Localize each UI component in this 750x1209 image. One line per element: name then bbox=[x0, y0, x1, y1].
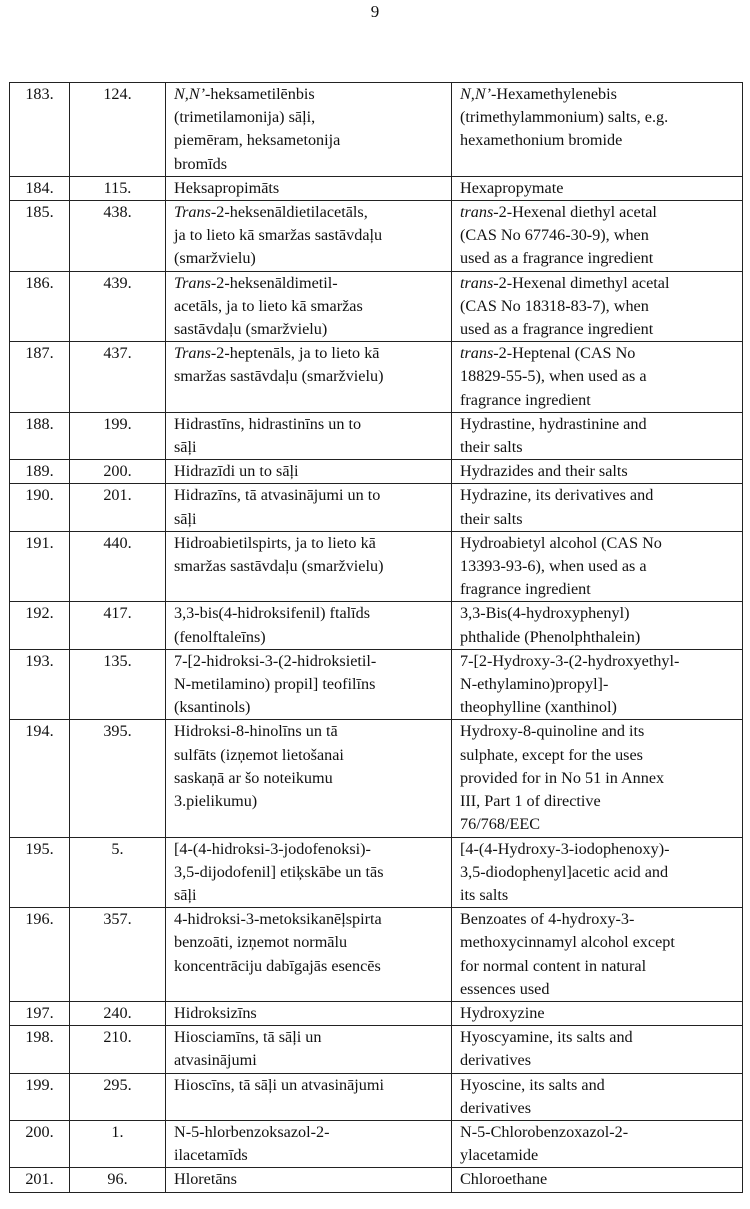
reference-number-cell bbox=[70, 1001, 166, 1025]
row-number-cell bbox=[10, 531, 70, 602]
latvian-text-cell bbox=[166, 1168, 452, 1192]
latvian-text-italic-prefix: Trans bbox=[174, 273, 211, 292]
english-text-cell bbox=[452, 412, 743, 459]
reference-number: 395. bbox=[103, 722, 132, 741]
reference-number-cell bbox=[70, 649, 166, 720]
table-row bbox=[10, 649, 743, 720]
latvian-text-cell bbox=[166, 649, 452, 720]
table-row bbox=[10, 83, 743, 177]
latvian-text-cell bbox=[166, 1120, 452, 1167]
reference-number-cell bbox=[70, 201, 166, 272]
english-text-cell bbox=[452, 1168, 743, 1192]
row-number-cell bbox=[10, 83, 70, 177]
english-text: -Hexamethylenebis (trimethylammonium) salts, e.g. hexamethonium bromide bbox=[460, 85, 669, 150]
reference-number: 124. bbox=[103, 85, 132, 103]
page-number: 9 bbox=[370, 2, 380, 21]
table-row bbox=[10, 837, 743, 908]
english-text-italic-prefix: trans bbox=[460, 203, 494, 222]
reference-number: 96. bbox=[107, 1170, 128, 1189]
row-number: 183. bbox=[25, 85, 54, 103]
latvian-text-italic-prefix: Trans bbox=[174, 344, 211, 363]
table-row bbox=[10, 1026, 743, 1073]
english-text-cell bbox=[452, 460, 743, 484]
row-number: 188. bbox=[25, 414, 54, 433]
reference-number: 439. bbox=[103, 273, 132, 292]
latvian-text-cell bbox=[166, 1026, 452, 1073]
english-text: Hyoscine, its salts and derivatives bbox=[460, 1075, 605, 1117]
table-row bbox=[10, 201, 743, 272]
row-number: 197. bbox=[25, 1003, 54, 1022]
row-number-cell bbox=[10, 1168, 70, 1192]
reference-number: 199. bbox=[103, 414, 132, 433]
english-text: N-5-Chlorobenzoxazol-2- ylacetamide bbox=[460, 1122, 629, 1165]
reference-number-cell bbox=[70, 720, 166, 837]
latvian-text: Hiosciamīns, tā sāļi un atvasinājumi bbox=[174, 1028, 322, 1070]
latvian-text-cell bbox=[166, 720, 452, 837]
english-text-cell bbox=[452, 908, 743, 1002]
reference-number: 417. bbox=[103, 604, 132, 623]
english-text-cell bbox=[452, 1001, 743, 1025]
latvian-text-cell bbox=[166, 908, 452, 1002]
english-text-cell bbox=[452, 83, 743, 177]
english-text: 3,3-Bis(4-hydroxyphenyl) phthalide (Phenolphthalein) bbox=[460, 604, 641, 646]
reference-number-cell bbox=[70, 484, 166, 531]
latvian-text-cell bbox=[166, 1001, 452, 1025]
row-number-cell bbox=[10, 176, 70, 200]
english-text-cell bbox=[452, 201, 743, 272]
latvian-text: Heksapropimāts bbox=[174, 178, 280, 197]
reference-number: 440. bbox=[103, 533, 132, 552]
english-text: Hydrazides and their salts bbox=[460, 462, 628, 481]
row-number-cell bbox=[10, 412, 70, 459]
table-row bbox=[10, 1073, 743, 1120]
latvian-text-cell bbox=[166, 460, 452, 484]
reference-number: 437. bbox=[103, 344, 132, 363]
english-text-cell bbox=[452, 602, 743, 649]
latvian-text: -2-heksenāldietilacetāls, ja to lieto kā smaržas sastāvdaļu (smaržvielu) bbox=[174, 203, 383, 268]
table-row bbox=[10, 342, 743, 413]
row-number-cell bbox=[10, 1001, 70, 1025]
row-number: 190. bbox=[25, 486, 54, 505]
latvian-text-cell bbox=[166, 412, 452, 459]
reference-number: 357. bbox=[103, 910, 132, 929]
latvian-text-cell bbox=[166, 484, 452, 531]
latvian-text: Hidroabietilspirts, ja to lieto kā smaržas sastāvdaļu (smaržvielu) bbox=[174, 533, 384, 576]
row-number-cell bbox=[10, 1073, 70, 1120]
reference-number: 200. bbox=[103, 462, 132, 481]
reference-number-cell bbox=[70, 83, 166, 177]
english-text-italic-prefix: trans bbox=[460, 344, 494, 363]
latvian-text-cell bbox=[166, 342, 452, 413]
latvian-text: 3,3-bis(4-hidroksifenil) ftalīds (fenolftaleīns) bbox=[174, 604, 371, 646]
table-row bbox=[10, 271, 743, 342]
row-number-cell bbox=[10, 1120, 70, 1167]
latvian-text: [4-(4-hidroksi-3-jodofenoksi)- 3,5-dijodofenil] etiķskābe un tās sāļi bbox=[174, 839, 384, 904]
row-number-cell bbox=[10, 720, 70, 837]
latvian-text: 4-hidroksi-3-metoksikanēļspirta benzoāti, izņemot normālu koncentrāciju dabīgajās esencēs bbox=[174, 910, 382, 975]
reference-number: 5. bbox=[111, 839, 124, 858]
reference-number-cell bbox=[70, 412, 166, 459]
row-number: 200. bbox=[25, 1122, 54, 1141]
row-number: 186. bbox=[25, 273, 54, 292]
english-text: Hydroxy-8-quinoline and its sulphate, except for the uses provided for in No 51 in Annex III, Part 1 of directive 76/768/EEC bbox=[460, 722, 665, 834]
row-number-cell bbox=[10, 602, 70, 649]
english-text-cell bbox=[452, 531, 743, 602]
row-number-cell bbox=[10, 460, 70, 484]
latvian-text: Hidrazīns, tā atvasinājumi un to sāļi bbox=[174, 486, 381, 528]
row-number: 193. bbox=[25, 651, 54, 670]
table-row bbox=[10, 720, 743, 837]
table-row bbox=[10, 908, 743, 1002]
substance-table bbox=[9, 82, 743, 1193]
reference-number-cell bbox=[70, 460, 166, 484]
row-number: 199. bbox=[25, 1075, 54, 1094]
english-text-cell bbox=[452, 720, 743, 837]
table-row bbox=[10, 1001, 743, 1025]
row-number: 195. bbox=[25, 839, 54, 858]
table-row bbox=[10, 602, 743, 649]
english-text: Hexapropymate bbox=[460, 178, 564, 197]
english-text: [4-(4-Hydroxy-3-iodophenoxy)- 3,5-diodophenyl]acetic acid and its salts bbox=[460, 839, 670, 904]
row-number-cell bbox=[10, 201, 70, 272]
row-number-cell bbox=[10, 837, 70, 908]
english-text: Hydroxyzine bbox=[460, 1003, 545, 1022]
row-number: 194. bbox=[25, 722, 54, 741]
english-text: 7-[2-Hydroxy-3-(2-hydroxyethyl- N-ethylamino)propyl]- theophylline (xanthinol) bbox=[460, 651, 680, 717]
english-text-cell bbox=[452, 837, 743, 908]
english-text-cell bbox=[452, 1026, 743, 1073]
latvian-text-cell bbox=[166, 83, 452, 177]
reference-number-cell bbox=[70, 176, 166, 200]
english-text: Benzoates of 4-hydroxy-3- methoxycinnamyl alcohol except for normal content in natural essences used bbox=[460, 910, 675, 998]
row-number-cell bbox=[10, 908, 70, 1002]
reference-number-cell bbox=[70, 1120, 166, 1167]
reference-number-cell bbox=[70, 531, 166, 602]
row-number: 201. bbox=[25, 1170, 54, 1189]
table-row bbox=[10, 484, 743, 531]
latvian-text-cell bbox=[166, 201, 452, 272]
latvian-text: Hidrazīdi un to sāļi bbox=[174, 462, 299, 481]
row-number: 185. bbox=[25, 203, 54, 222]
table-row bbox=[10, 531, 743, 602]
table-body bbox=[10, 83, 743, 1193]
table-row bbox=[10, 1168, 743, 1192]
latvian-text-cell bbox=[166, 837, 452, 908]
reference-number: 438. bbox=[103, 203, 132, 222]
latvian-text-cell bbox=[166, 602, 452, 649]
english-text-cell bbox=[452, 176, 743, 200]
reference-number-cell bbox=[70, 602, 166, 649]
english-text: Hydroabietyl alcohol (CAS No 13393-93-6), when used as a fragrance ingredient bbox=[460, 533, 662, 599]
row-number: 184. bbox=[25, 178, 54, 197]
latvian-text-italic-prefix: N,N’ bbox=[174, 85, 206, 103]
reference-number-cell bbox=[70, 908, 166, 1002]
latvian-text: Hioscīns, tā sāļi un atvasinājumi bbox=[174, 1075, 384, 1094]
english-text-italic-prefix: N,N’ bbox=[460, 85, 492, 103]
table-row bbox=[10, 176, 743, 200]
latvian-text: N-5-hlorbenzoksazol-2- ilacetamīds bbox=[174, 1122, 330, 1165]
english-text: -2-Hexenal diethyl acetal (CAS No 67746-30-9), when used as a fragrance ingredient bbox=[460, 203, 657, 268]
english-text: -2-Hexenal dimethyl acetal (CAS No 18318-83-7), when used as a fragrance ingredient bbox=[460, 273, 670, 339]
row-number-cell bbox=[10, 1026, 70, 1073]
english-text-cell bbox=[452, 1073, 743, 1120]
english-text: Hydrazine, its derivatives and their salts bbox=[460, 486, 654, 528]
row-number-cell bbox=[10, 342, 70, 413]
reference-number: 201. bbox=[103, 486, 132, 505]
row-number: 192. bbox=[25, 604, 54, 623]
english-text-cell bbox=[452, 1120, 743, 1167]
reference-number-cell bbox=[70, 1168, 166, 1192]
row-number-cell bbox=[10, 484, 70, 531]
latvian-text-cell bbox=[166, 1073, 452, 1120]
latvian-text-cell bbox=[166, 176, 452, 200]
row-number: 191. bbox=[25, 533, 54, 552]
table-row bbox=[10, 1120, 743, 1167]
latvian-text: -heksametilēnbis (trimetilamonija) sāļi, piemēram, heksametonija bromīds bbox=[174, 85, 341, 173]
latvian-text-cell bbox=[166, 531, 452, 602]
reference-number-cell bbox=[70, 1073, 166, 1120]
reference-number-cell bbox=[70, 271, 166, 342]
latvian-text: -2-heptenāls, ja to lieto kā smaržas sastāvdaļu (smaržvielu) bbox=[174, 344, 384, 386]
english-text: -2-Heptenal (CAS No 18829-55-5), when used as a fragrance ingredient bbox=[460, 344, 647, 409]
row-number-cell bbox=[10, 649, 70, 720]
english-text: Hyoscyamine, its salts and derivatives bbox=[460, 1028, 633, 1070]
latvian-text: Hidrastīns, hidrastinīns un to sāļi bbox=[174, 414, 362, 457]
row-number-cell bbox=[10, 271, 70, 342]
table-row bbox=[10, 412, 743, 459]
latvian-text-italic-prefix: Trans bbox=[174, 203, 211, 222]
latvian-text: 7-[2-hidroksi-3-(2-hidroksietil- N-metilamino) propil] teofilīns (ksantinols) bbox=[174, 651, 377, 717]
reference-number-cell bbox=[70, 837, 166, 908]
reference-number-cell bbox=[70, 1026, 166, 1073]
latvian-text: Hidroksi-8-hinolīns un tā sulfāts (izņemot lietošanai saskaņā ar šo noteikumu 3.pielikumu) bbox=[174, 722, 344, 811]
english-text-cell bbox=[452, 649, 743, 720]
latvian-text: Hloretāns bbox=[174, 1170, 237, 1189]
reference-number: 1. bbox=[111, 1122, 124, 1141]
row-number: 196. bbox=[25, 910, 54, 929]
english-text-italic-prefix: trans bbox=[460, 273, 494, 292]
reference-number-cell bbox=[70, 342, 166, 413]
reference-number: 295. bbox=[103, 1075, 132, 1094]
latvian-text-cell bbox=[166, 271, 452, 342]
english-text: Chloroethane bbox=[460, 1170, 548, 1189]
table-row bbox=[10, 460, 743, 484]
english-text-cell bbox=[452, 484, 743, 531]
row-number: 198. bbox=[25, 1028, 54, 1047]
reference-number: 210. bbox=[103, 1028, 132, 1047]
english-text-cell bbox=[452, 271, 743, 342]
latvian-text: Hidroksizīns bbox=[174, 1003, 257, 1022]
row-number: 187. bbox=[25, 344, 54, 363]
english-text: Hydrastine, hydrastinine and their salts bbox=[460, 414, 647, 457]
english-text-cell bbox=[452, 342, 743, 413]
latvian-text: -2-heksenāldimetil- acetāls, ja to lieto kā smaržas sastāvdaļu (smaržvielu) bbox=[174, 273, 363, 339]
row-number: 189. bbox=[25, 462, 54, 481]
reference-number: 135. bbox=[103, 651, 132, 670]
reference-number: 115. bbox=[103, 178, 132, 197]
reference-number: 240. bbox=[103, 1003, 132, 1022]
